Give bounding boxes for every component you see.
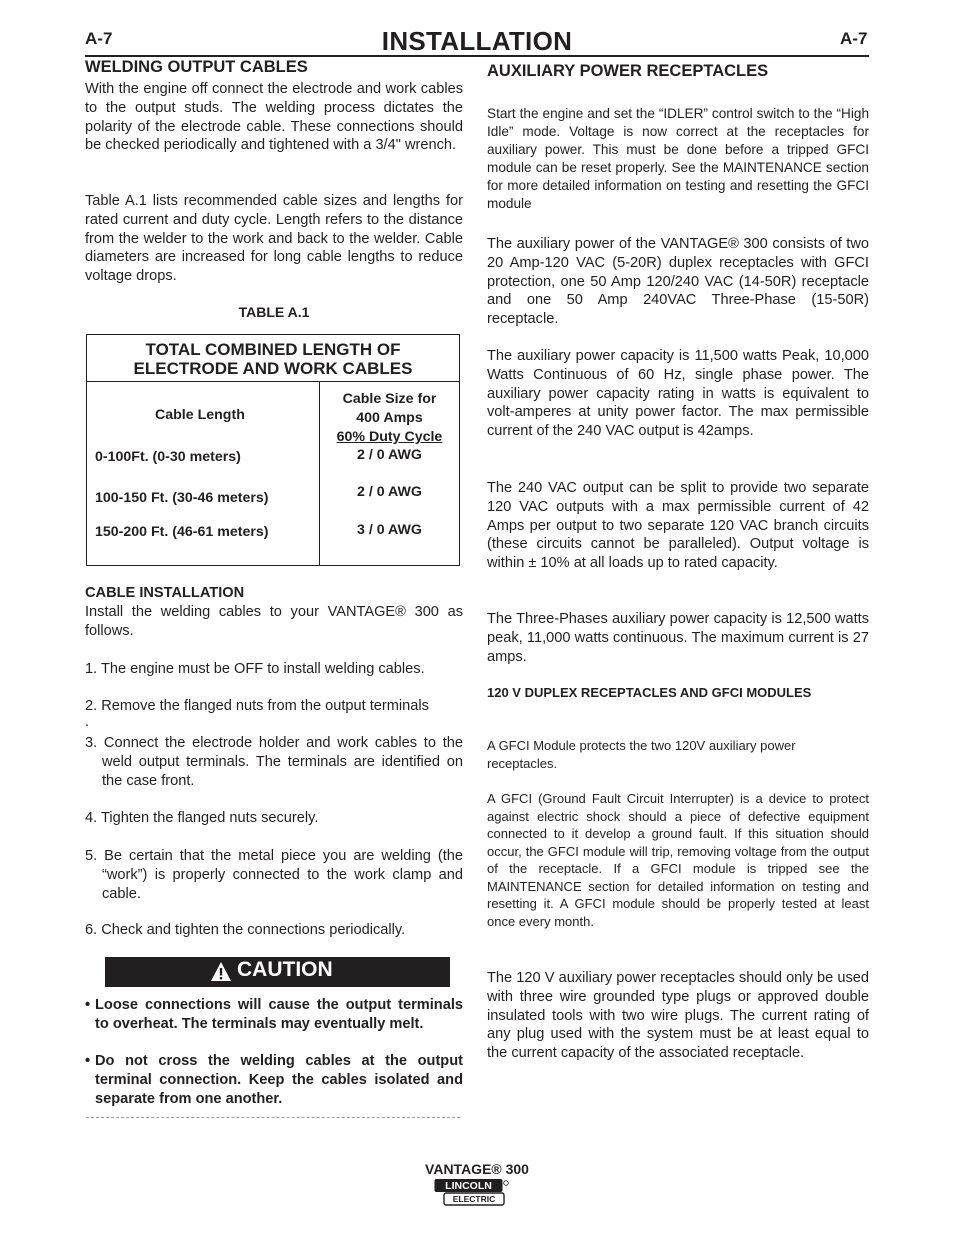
page-title: INSTALLATION <box>381 26 573 56</box>
gfci-paragraph-1: A GFCI Module protects the two 120V auxiliary power receptacles. <box>487 738 796 771</box>
caution-bullet: • Loose connections will cause the output terminals to overheat. The terminals may eventually melt. <box>85 997 463 1032</box>
aux-paragraph-1: Start the engine and set the “IDLER” control switch to the “High Idle” mode. Voltage is now correct at the receptacles for auxiliary power. This must be done before a tripped GFCI module can be reset properly. See the MAINTENANCE section for more detailed information on testing and resetting the GFCI module <box>487 106 869 211</box>
welding-output-cables-heading: WELDING OUTPUT CABLES <box>85 58 308 76</box>
table-row-size: 3 / 0 AWG <box>357 522 422 538</box>
lincoln-electric-logo <box>434 1178 509 1206</box>
caution-bullet-text: Loose connections will cause the output terminals to overheat. The terminals may eventually melt. <box>95 997 463 1032</box>
svg-text:LINCOLN: LINCOLN <box>445 1180 492 1193</box>
aux-paragraph-2: The auxiliary power of the VANTAGE® 300 consists of two 20 Amp-120 VAC (5-20R) duplex receptacles with GFCI protection, one 50 Amp 120/240 VAC (14-50R) receptacle and one 50 Amp 240VAC Three-Phase (15-50R) receptacle. <box>487 236 869 328</box>
table-row-length: 150-200 Ft. (46-61 meters) <box>95 524 269 540</box>
list-item: 3. Connect the electrode holder and work cables to the weld output terminals. The terminals are identified on the case front. <box>85 735 463 789</box>
cable-size-table <box>86 334 460 566</box>
table-row-length: 0-100Ft. (0-30 meters) <box>95 449 241 465</box>
stray-period: . <box>85 714 90 730</box>
caution-banner <box>105 957 450 987</box>
gfci-heading: 120 V DUPLEX RECEPTACLES AND GFCI MODULES <box>487 685 812 700</box>
list-item: 5. Be certain that the metal piece you are welding (the “work”) is properly connected to the work clamp and cable. <box>85 848 463 902</box>
table-row-size: 2 / 0 AWG <box>357 447 422 463</box>
table-divider <box>87 381 459 382</box>
welding-paragraph-2: Table A.1 lists recommended cable sizes and lengths for rated current and duty cycle. Length refers to the distance from the welder to the work and back to the welder. Cable diameters are increased for long cable lengths to reduce voltage drops. <box>85 193 463 285</box>
caution-bullet-text: Do not cross the welding cables at the output terminal connection. Keep the cables isolated and separate from one another. <box>95 1053 463 1107</box>
warning-icon <box>210 961 232 983</box>
gfci-paragraph-3: The 120 V auxiliary power receptacles should only be used with three wire grounded type plugs or approved double insulated tools with two wire plugs. The current rating of any plug used with the system must be at least equal to the current capacity of the associated receptacle. <box>487 970 869 1062</box>
caution-bullet: • Do not cross the welding cables at the output terminal connection. Keep the cables isolated and separate from one another. <box>85 1053 463 1107</box>
column-header-size-line-1: Cable Size for <box>342 391 437 407</box>
gfci-paragraph-2: A GFCI (Ground Fault Circuit Interrupter) is a device to protect against electric shock should a piece of defective equipment connected to it develop a ground fault. If this situation should occur, the GFCI module will trip, removing voltage from the output of the receptacle. If a GFCI module is tripped see the MAINTENANCE section for detailed information on testing and resetting it. A GFCI module should be properly tested at least once every month. <box>487 791 869 929</box>
table-header <box>87 340 459 378</box>
svg-text:ELECTRIC: ELECTRIC <box>452 1194 496 1205</box>
table-row-size: 2 / 0 AWG <box>357 484 422 500</box>
table-header-line-2: ELECTRODE AND WORK CABLES <box>133 359 413 378</box>
table-title: TABLE A.1 <box>238 304 310 320</box>
aux-paragraph-3: The auxiliary power capacity is 11,500 watts Peak, 10,000 Watts Continuous of 60 Hz, single phase power. The auxiliary power capacity rating in watts is equivalent to volt-amperes at unity power factor. The max permissible current of the 240 VAC output is 42amps. <box>487 348 869 440</box>
installation-intro: Install the welding cables to your VANTAGE® 300 as follows. <box>85 604 463 639</box>
column-header-size <box>320 390 459 446</box>
column-header-length: Cable Length <box>155 407 245 423</box>
list-item: 6. Check and tighten the connections periodically. <box>85 922 406 938</box>
table-row-length: 100-150 Ft. (30-46 meters) <box>95 490 269 506</box>
aux-paragraph-5: The Three-Phases auxiliary power capacity is 12,500 watts peak, 11,000 watts continuous. The maximum current is 27 amps. <box>487 611 869 665</box>
column-header-size-line-2: 400 Amps <box>356 409 423 426</box>
dashed-divider <box>86 1117 460 1118</box>
welding-paragraph-1: With the engine off connect the electrode and work cables to the output studs. The welding process dictates the polarity of the electrode cable. These connections should be checked periodically and tightened with a 3/4" wrench. <box>85 81 463 154</box>
table-header-line-1: TOTAL COMBINED LENGTH OF <box>145 340 401 359</box>
page-number-right: A-7 <box>840 29 868 48</box>
aux-paragraph-4: The 240 VAC output can be split to provide two separate 120 VAC outputs with a max permissible current of 42 Amps per output to two separate 120 VAC branch circuits (these circuits cannot be paralleled). Output voltage is within ± 10% at all loads up to rated capacity. <box>487 480 869 572</box>
list-item: 1. The engine must be OFF to install welding cables. <box>85 661 425 677</box>
page-number-left: A-7 <box>85 29 113 48</box>
caution-label: CAUTION <box>237 958 333 981</box>
footer-model: VANTAGE® 300 <box>425 1161 529 1177</box>
list-item: 4. Tighten the flanged nuts securely. <box>85 810 319 826</box>
column-header-size-line-3: 60% Duty Cycle <box>336 428 443 445</box>
header-rule <box>85 55 869 57</box>
auxiliary-power-heading: AUXILIARY POWER RECEPTACLES <box>487 62 769 80</box>
list-item: 2. Remove the flanged nuts from the output terminals <box>85 698 429 714</box>
cable-installation-heading: CABLE INSTALLATION <box>85 585 245 601</box>
